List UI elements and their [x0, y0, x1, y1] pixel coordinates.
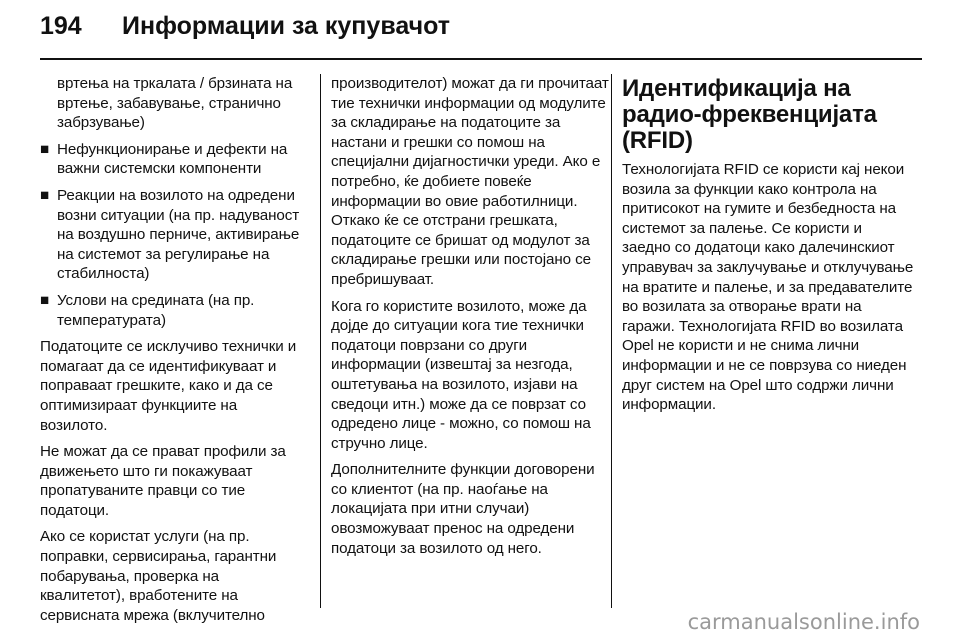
- paragraph: Не можат да се прават профили за движењето што ги покажуваат пропатуваните правци со тие податоци.: [40, 443, 286, 519]
- text-column-1: [40, 74, 308, 632]
- bullet-icon: ■: [40, 186, 50, 204]
- text-column-3: [622, 74, 914, 422]
- page-number: 194: [40, 12, 82, 40]
- column-divider: [320, 74, 321, 608]
- page-title: Информации за купувачот: [122, 12, 451, 40]
- list-item: [40, 140, 308, 179]
- bullet-icon: ■: [40, 291, 50, 309]
- bullet-list: [40, 140, 308, 330]
- paragraph: Дополнителните функции договорени со клиентот (на пр. наоѓање на локацијата при итни случаи) овозможуваат пренос на одредени податоци за возилото од него.: [331, 461, 595, 557]
- list-item-text: Услови на средината (на пр. температурата): [57, 291, 255, 329]
- paragraph: Технологијата RFID се користи кај некои возила за функции како контрола на притисокот на гумите и безбедноста на системот за палење. Се користи и заедно со додатоци како далечинскиот управувач за заклучување и отклучување на вратите и палење, и за предавателите во возилата за отворање врати на гаражи. Технологијата RFID во возилата Opel не користи и не снима лични информации и не се поврзува со ниеден друг систем на Opel што содржи лични информации.: [622, 161, 914, 414]
- paragraph: Податоците се исклучиво технички и помагаат да се идентификуваат и поправаат грешките, како и да се оптимизираат функциите на возилото.: [40, 338, 297, 434]
- list-item: [40, 186, 308, 284]
- bullet-icon: ■: [40, 140, 50, 158]
- list-item-text: Реакции на возилото на одредени возни ситуации (на пр. надуваност на воздушно перниче, активирање на системот за регулирање на стабилноста): [57, 186, 300, 283]
- list-item-text: Нефункционирање и дефекти на важни системски компоненти: [57, 140, 288, 178]
- paragraph: Кога го користите возилото, може да дојде до ситуации кога тие технички податоци поврзани со други информации (извештај за незгода, оштетувања на возилото, изјави на сведоци итн.) може да се поврзат со одредено лице - можно, со помош на стручно лице.: [331, 297, 591, 452]
- watermark: carmanualsonline.info: [687, 610, 920, 634]
- column-divider: [611, 74, 612, 608]
- section-heading: Идентификација на радио-фреквенцијата (RFID): [622, 75, 877, 154]
- text-column-2: [331, 74, 609, 565]
- paragraph: производителот) можат да ги прочитаат тие технички информации од модулите за складирање на податоците за настани и грешки со помош на специјални дијагностички уреди. Ако е потребно, ќе добиете повеќе информации во овие работилници. Откако ќе се отстрани грешката, податоците се бришат од модулот за складирање грешки или постојано се пребришуваат.: [331, 75, 609, 288]
- continued-list-item: вртења на тркалата / брзината на вртење, забавување, странично забрзување): [57, 75, 293, 132]
- page-header: [40, 12, 920, 52]
- header-rule: [40, 58, 922, 60]
- paragraph: Ако се користат услуги (на пр. поправки, сервисирања, гарантни побарувања, проверка на квалитетот), вработените на сервисната мрежа (вклучително: [40, 528, 277, 624]
- list-item: [40, 291, 308, 330]
